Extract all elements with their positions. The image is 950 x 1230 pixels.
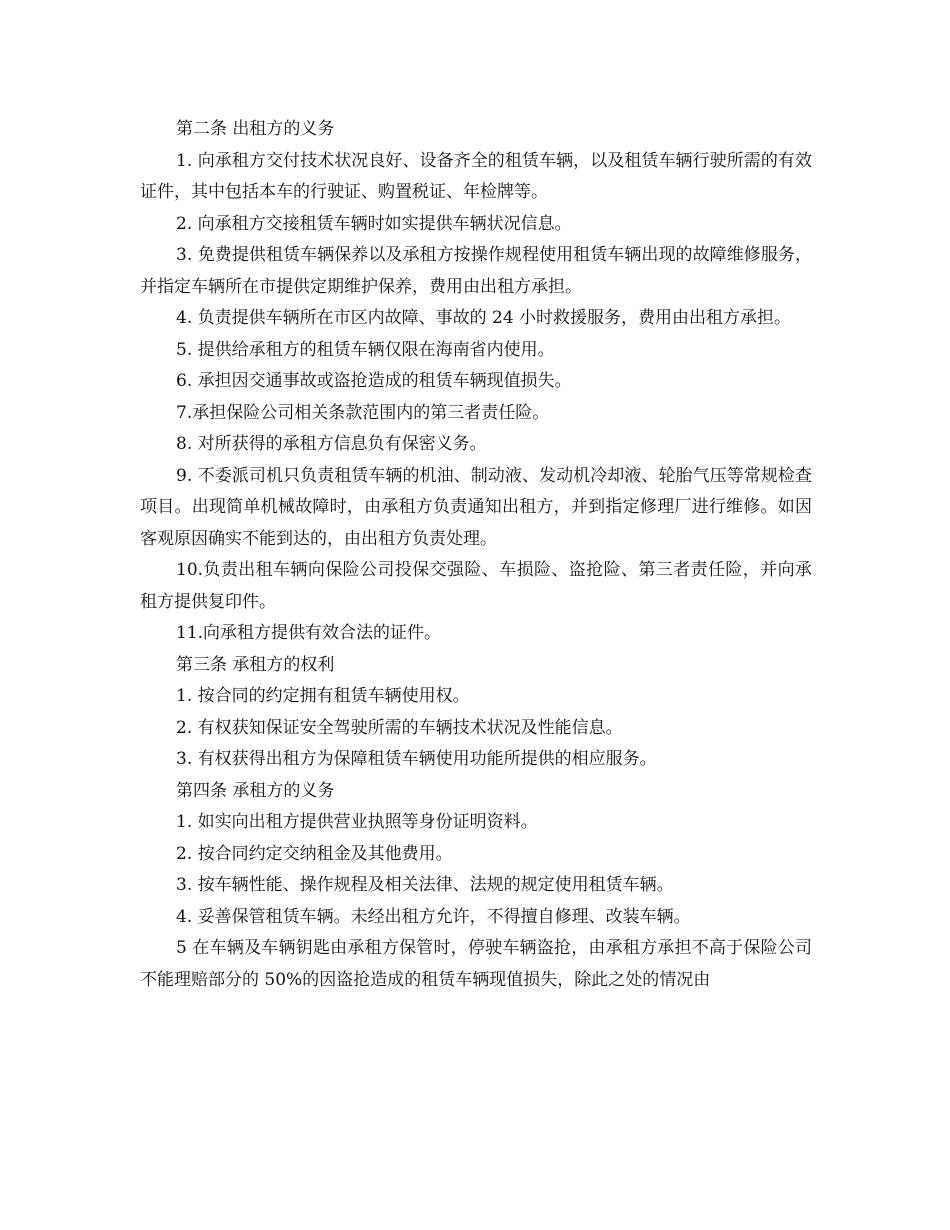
clause-paragraph: 5. 提供给承租方的租赁车辆仅限在海南省内使用。 [176,339,555,360]
clause-paragraph: 3. 按车辆性能、操作规程及相关法律、法规的规定使用租赁车辆。 [176,875,674,895]
clause-paragraph: 9. 不委派司机只负责租赁车辆的机油、制动液、发动机冷却液、轮胎气压等常规检查项目。出现简单机械故障时，由承租方负责通知出租方，并到指定修理厂进行维修。如因客观原因确实不能到达的，由出租方负责处理。 [140,465,812,549]
clause-paragraph: 2. 有权获知保证安全驾驶所需的车辆技术状况及性能信息。 [176,717,623,738]
clause-paragraph: 2. 按合同约定交纳租金及其他费用。 [176,843,453,864]
clause-paragraph: 11.向承租方提供有效合法的证件。 [176,623,442,643]
clause-paragraph: 7.承担保险公司相关条款范围内的第三者责任险。 [176,402,550,423]
document-body [140,114,812,996]
clause-paragraph: 3. 免费提供租赁车辆保养以及承租方按操作规程使用租赁车辆出现的故障维修服务，并指定车辆所在市提供定期维护保养，费用由出租方承担。 [140,245,812,297]
clause-paragraph: 1. 按合同的约定拥有租赁车辆使用权。 [176,686,470,706]
clause-paragraph: 10.负责出租车辆向保险公司投保交强险、车损险、盗抢险、第三者责任险，并向承租方提供复印件。 [140,560,812,612]
clause-paragraph: 8. 对所获得的承租方信息负有保密义务。 [176,434,487,454]
clause-paragraph: 4. 负责提供车辆所在市区内故障、事故的 24 小时救援服务，费用由出租方承担。 [176,308,792,328]
section-heading-article-2: 第二条 出租方的义务 [176,119,335,139]
clause-paragraph: 4. 妥善保管租赁车辆。未经出租方允许，不得擅自修理、改装车辆。 [176,906,691,927]
clause-paragraph: 2. 向承租方交接租赁车辆时如实提供车辆状况信息。 [176,213,572,234]
clause-paragraph: 1. 如实向出租方提供营业执照等身份证明资料。 [176,812,538,832]
clause-paragraph: 1. 向承租方交付技术状况良好、设备齐全的租赁车辆，以及租赁车辆行驶所需的有效证件，其中包括本车的行驶证、购置税证、年检牌等。 [140,150,812,202]
clause-paragraph: 5 在车辆及车辆钥匙由承租方保管时，停驶车辆盗抢，由承租方承担不高于保险公司不能理赔部分的 50%的因盗抢造成的租赁车辆现值损失，除此之处的情况由 [140,938,812,990]
clause-paragraph: 3. 有权获得出租方为保障租赁车辆使用功能所提供的相应服务。 [176,749,657,769]
section-heading-article-3: 第三条 承租方的权利 [176,654,335,675]
clause-paragraph: 6. 承担因交通事故或盗抢造成的租赁车辆现值损失。 [176,371,572,391]
section-heading-article-4: 第四条 承租方的义务 [176,780,335,801]
